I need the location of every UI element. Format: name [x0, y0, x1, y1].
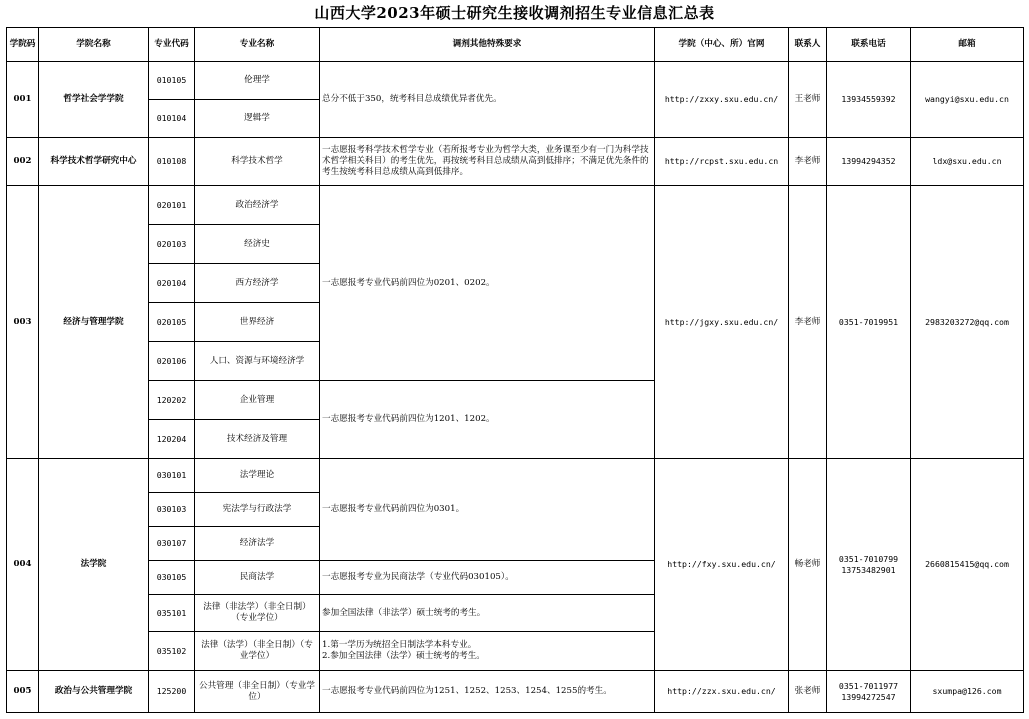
major-name: 西方经济学 — [195, 264, 320, 303]
contact-person: 王老师 — [789, 62, 827, 138]
major-code: 010108 — [149, 138, 195, 186]
header-row — [7, 28, 1024, 62]
major-name: 宪法学与行政法学 — [195, 493, 320, 527]
major-name: 人口、资源与环境经济学 — [195, 342, 320, 381]
requirement: 总分不低于350，统考科目总成绩优异者优先。 — [320, 62, 655, 138]
info-table — [6, 27, 1024, 713]
header-contact: 联系人 — [789, 28, 827, 62]
major-code: 120204 — [149, 420, 195, 459]
contact-email-link[interactable]: 2983203272@qq.com — [911, 186, 1024, 459]
major-code: 020103 — [149, 225, 195, 264]
major-code: 030107 — [149, 527, 195, 561]
major-code: 030105 — [149, 561, 195, 595]
major-code: 020106 — [149, 342, 195, 381]
requirement: 一志愿报考专业代码前四位为1201、1202。 — [320, 381, 655, 459]
contact-email-link[interactable]: wangyi@sxu.edu.cn — [911, 62, 1024, 138]
major-code: 125200 — [149, 671, 195, 713]
college-website-link[interactable]: http://rcpst.sxu.edu.cn — [655, 138, 789, 186]
major-code: 120202 — [149, 381, 195, 420]
college-code: 002 — [7, 138, 39, 186]
college-website-link[interactable]: http://zxxy.sxu.edu.cn/ — [655, 62, 789, 138]
major-name: 法律（法学）（非全日制）（专业学位） — [195, 632, 320, 671]
major-name: 世界经济 — [195, 303, 320, 342]
requirement: 参加全国法律（非法学）硕士统考的考生。 — [320, 595, 655, 632]
major-code: 030101 — [149, 459, 195, 493]
major-code: 020105 — [149, 303, 195, 342]
college-name: 经济与管理学院 — [39, 186, 149, 459]
major-code: 020101 — [149, 186, 195, 225]
table-row — [7, 671, 1024, 713]
major-code: 035101 — [149, 595, 195, 632]
college-code: 003 — [7, 186, 39, 459]
major-code: 035102 — [149, 632, 195, 671]
college-name: 政治与公共管理学院 — [39, 671, 149, 713]
contact-phone: 13934559392 — [827, 62, 911, 138]
requirement: 一志愿报考专业代码前四位为0301。 — [320, 459, 655, 561]
header-college-code: 学院码 — [7, 28, 39, 62]
major-name: 经济法学 — [195, 527, 320, 561]
major-name: 技术经济及管理 — [195, 420, 320, 459]
contact-phone — [827, 671, 911, 713]
contact-phone-2: 13753482901 — [841, 564, 896, 575]
college-code: 004 — [7, 459, 39, 671]
college-website-link[interactable]: http://jgxy.sxu.edu.cn/ — [655, 186, 789, 459]
contact-phone: 13994294352 — [827, 138, 911, 186]
header-phone: 联系电话 — [827, 28, 911, 62]
page-title: 山西大学2023年硕士研究生接收调剂招生专业信息汇总表 — [314, 4, 715, 22]
college-name: 法学院 — [39, 459, 149, 671]
requirement-line-2: 2.参加全国法律（法学）硕士统考的考生。 — [322, 651, 485, 661]
contact-email-link[interactable]: ldx@sxu.edu.cn — [911, 138, 1024, 186]
college-code: 005 — [7, 671, 39, 713]
contact-phone: 0351-7019951 — [827, 186, 911, 459]
college-name: 哲学社会学学院 — [39, 62, 149, 138]
major-name: 伦理学 — [195, 62, 320, 100]
college-website-link[interactable]: http://zzx.sxu.edu.cn/ — [655, 671, 789, 713]
header-major-name: 专业名称 — [195, 28, 320, 62]
major-name: 经济史 — [195, 225, 320, 264]
header-college-name: 学院名称 — [39, 28, 149, 62]
contact-phone-1: 0351-7010799 — [838, 554, 899, 565]
contact-person: 畅老师 — [789, 459, 827, 671]
table-row — [7, 138, 1024, 186]
requirement: 一志愿报考专业代码前四位为0201、0202。 — [320, 186, 655, 381]
requirement: 一志愿报考专业为民商法学（专业代码030105）。 — [320, 561, 655, 595]
table-row — [7, 186, 1024, 225]
requirement: 一志愿报考科学技术哲学专业（若所报考专业为哲学大类，业务课至少有一门为科学技术哲学相关科目）的考生优先，再按统考科目总成绩从高到低排序；不满足优先条件的考生按统考科目总成绩从高到低排序。 — [320, 138, 655, 186]
requirement: 一志愿报考专业代码前四位为1251、1252、1253、1254、1255的考生。 — [320, 671, 655, 713]
header-email: 邮箱 — [911, 28, 1024, 62]
major-name: 政治经济学 — [195, 186, 320, 225]
contact-person: 李老师 — [789, 138, 827, 186]
header-website: 学院（中心、所）官网 — [655, 28, 789, 62]
table-row — [7, 62, 1024, 100]
contact-phone-1: 0351-7011977 — [838, 681, 899, 692]
contact-phone-2: 13994272547 — [841, 691, 896, 702]
major-name: 科学技术哲学 — [195, 138, 320, 186]
college-code: 001 — [7, 62, 39, 138]
major-name: 法律（非法学）（非全日制）（专业学位） — [195, 595, 320, 632]
major-code: 020104 — [149, 264, 195, 303]
contact-person: 李老师 — [789, 186, 827, 459]
header-requirements: 调剂其他特殊要求 — [320, 28, 655, 62]
major-name: 逻辑学 — [195, 100, 320, 138]
major-code: 030103 — [149, 493, 195, 527]
requirement — [320, 632, 655, 671]
header-major-code: 专业代码 — [149, 28, 195, 62]
table-row — [7, 459, 1024, 493]
contact-phone — [827, 459, 911, 671]
contact-email-link[interactable]: sxumpa@126.com — [911, 671, 1024, 713]
major-name: 企业管理 — [195, 381, 320, 420]
requirement-line-1: 1.第一学历为统招全日制法学本科专业。 — [322, 640, 477, 651]
contact-person: 张老师 — [789, 671, 827, 713]
major-code: 010105 — [149, 62, 195, 100]
major-name: 法学理论 — [195, 459, 320, 493]
major-name: 民商法学 — [195, 561, 320, 595]
college-website-link[interactable]: http://fxy.sxu.edu.cn/ — [655, 459, 789, 671]
contact-email-link[interactable]: 2660815415@qq.com — [911, 459, 1024, 671]
college-name: 科学技术哲学研究中心 — [39, 138, 149, 186]
major-code: 010104 — [149, 100, 195, 138]
major-name: 公共管理（非全日制）（专业学位） — [195, 671, 320, 713]
